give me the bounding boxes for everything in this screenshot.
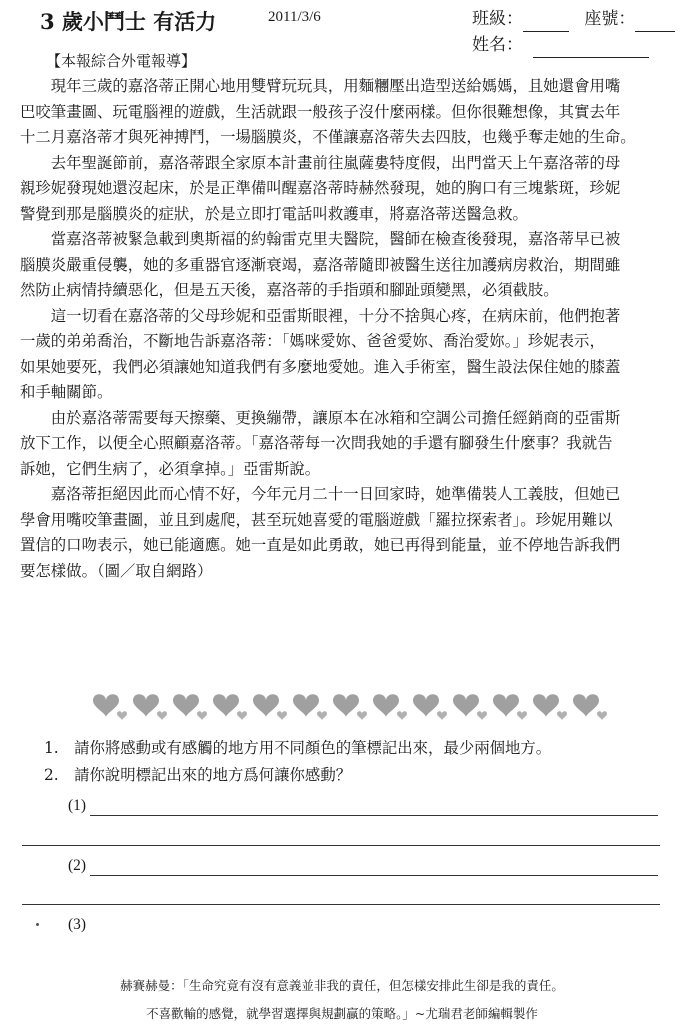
article-line: 如果她要死，我們必須讓她知道我們有多麼地愛她。進入手術室，醫生設法保住她的膝蓋 (20, 357, 621, 376)
small-heart-icon (517, 711, 527, 720)
heart-icon (493, 694, 519, 717)
article-line: 一歲的弟弟喬治，不斷地告訴嘉洛蒂：「媽咪愛妳、爸爸愛妳、喬治愛妳。」珍妮表示， (20, 332, 605, 350)
seat-label: 座號： (584, 9, 636, 29)
small-heart-icon (237, 711, 247, 720)
small-heart-icon (397, 711, 407, 720)
heart-icon (213, 694, 239, 717)
article-body (20, 74, 684, 584)
heart-icon (453, 694, 479, 717)
article-line: 訴她，它們生病了，必須拿掉。」亞雷斯說。 (20, 459, 321, 478)
name-blank[interactable] (533, 38, 649, 58)
small-heart-icon (117, 711, 127, 720)
article-line: 現年三歲的嘉洛蒂正開心地用雙臂玩玩具，用麵糰壓出造型送給媽媽，且她還會用嘴 (20, 77, 621, 95)
questions (44, 735, 551, 789)
small-heart-icon (197, 711, 207, 720)
answer-line-1b[interactable] (22, 845, 660, 846)
class-label: 班級： (472, 9, 523, 29)
article-line: 巴咬筆畫圖、玩電腦裡的遊戲，生活就跟一般孩子沒什麼兩樣。但你很難想像，其實去年 (20, 102, 621, 121)
article-line: 警覺到那是腦膜炎的症狀，於是立即打電話叫救護車，將嘉洛蒂送醫急救。 (20, 204, 528, 223)
heart-icon (333, 694, 359, 717)
answer-line-2b[interactable] (22, 904, 660, 905)
heart-icon (533, 694, 559, 717)
answer-label-1: (1) (68, 797, 86, 814)
seat-blank[interactable] (635, 12, 675, 32)
stray-dot (36, 923, 39, 926)
small-heart-icon (277, 711, 287, 720)
class-blank[interactable] (523, 12, 569, 32)
article-line: 和手軸關節。 (20, 383, 113, 401)
class-seat-row (472, 6, 675, 32)
name-label: 姓名： (472, 35, 523, 55)
heart-icon (173, 694, 199, 717)
small-heart-icon (357, 711, 367, 720)
name-row (472, 32, 675, 58)
small-heart-icon (477, 711, 487, 720)
article-line: 然防止病情持續惡化，但是五天後，嘉洛蒂的手指頭和腳趾頭變黑，必須截肢。 (20, 281, 559, 299)
small-heart-icon (557, 711, 567, 720)
article-line: 去年聖誕節前，嘉洛蒂跟全家原本計畫前往嵐薩婁特度假，出門當天上午嘉洛蒂的母 (20, 153, 621, 172)
article-line: 嘉洛蒂拒絕因此而心情不好，今年元月二十一日回家時，她準備裝人工義肢，但她已 (20, 485, 621, 503)
article-line: 腦膜炎嚴重侵襲，她的多重器官逐漸衰竭，嘉洛蒂隨即被醫生送往加護病房救治，期間雖 (20, 255, 621, 274)
news-source: 【本報綜合外電報導】 (46, 52, 197, 70)
small-heart-icon (437, 711, 447, 720)
answer-label-2: (2) (68, 857, 86, 874)
answer-label-3: (3) (68, 916, 86, 933)
heart-icon (293, 694, 319, 717)
hearts-divider (88, 686, 608, 730)
heart-icon (133, 694, 159, 717)
question-1: 1. 請你將感動或有感觸的地方用不同顏色的筆標記出來，最少兩個地方。 (44, 739, 552, 757)
heart-icon (413, 694, 439, 717)
small-heart-icon (157, 711, 167, 720)
student-info (472, 6, 675, 58)
heart-icon (93, 694, 119, 717)
page-title: 3 歲小鬥士 有活力 (40, 9, 217, 34)
article-line: 這一切看在嘉洛蒂的父母珍妮和亞雷斯眼裡，十分不捨與心疼，在病床前，他們抱著 (20, 306, 621, 325)
article-line: 十二月嘉洛蒂才與死神搏鬥，一場腦膜炎，不僅讓嘉洛蒂失去四肢，也幾乎奪走她的生命。 (20, 128, 636, 146)
article-line: 要怎樣做。（圖／取自網路） (20, 561, 213, 580)
article-line: 放下工作，以便全心照顧嘉洛蒂。「嘉洛蒂每一次問我她的手還有腳發生什麼事？我就告 (20, 434, 613, 452)
article-line: 學會用嘴咬筆畫圖，並且到處爬，甚至玩她喜愛的電腦遊戲「羅拉探索者」。珍妮用難以 (20, 510, 613, 529)
heart-icon (373, 694, 399, 717)
heart-icon (253, 694, 279, 717)
issue-date: 2011/3/6 (268, 9, 321, 25)
question-2: 2. 請你說明標記出來的地方爲何讓你感動？ (44, 766, 352, 784)
quote-line-1: 赫賽赫曼：「生命究竟有沒有意義並非我的責任，但怎樣安排此生卻是我的責任。 (120, 978, 564, 993)
answer-line-1[interactable] (90, 815, 658, 816)
small-heart-icon (317, 711, 327, 720)
article-line: 親珍妮發現她還沒起床，於是正準備叫醒嘉洛蒂時赫然發現，她的胸口有三塊紫斑，珍妮 (20, 179, 621, 197)
heart-icon (573, 694, 599, 717)
article-line: 置信的口吻表示，她已能適應。她一直是如此勇敢，她已再得到能量，並不停地告訴我們 (20, 536, 621, 554)
answer-line-2[interactable] (90, 875, 658, 876)
small-heart-icon (597, 711, 607, 720)
quote-line-2: 不喜歡輸的感覺，就學習選擇與規劃贏的策略。」~尤瑞君老師編輯製作 (146, 1006, 538, 1021)
article-line: 當嘉洛蒂被緊急載到奧斯福的約翰雷克里夫醫院，醫師在檢查後發現，嘉洛蒂早已被 (20, 230, 621, 248)
article-line: 由於嘉洛蒂需要每天擦藥、更換繃帶，讓原本在冰箱和空調公司擔任經銷商的亞雷斯 (20, 408, 621, 427)
